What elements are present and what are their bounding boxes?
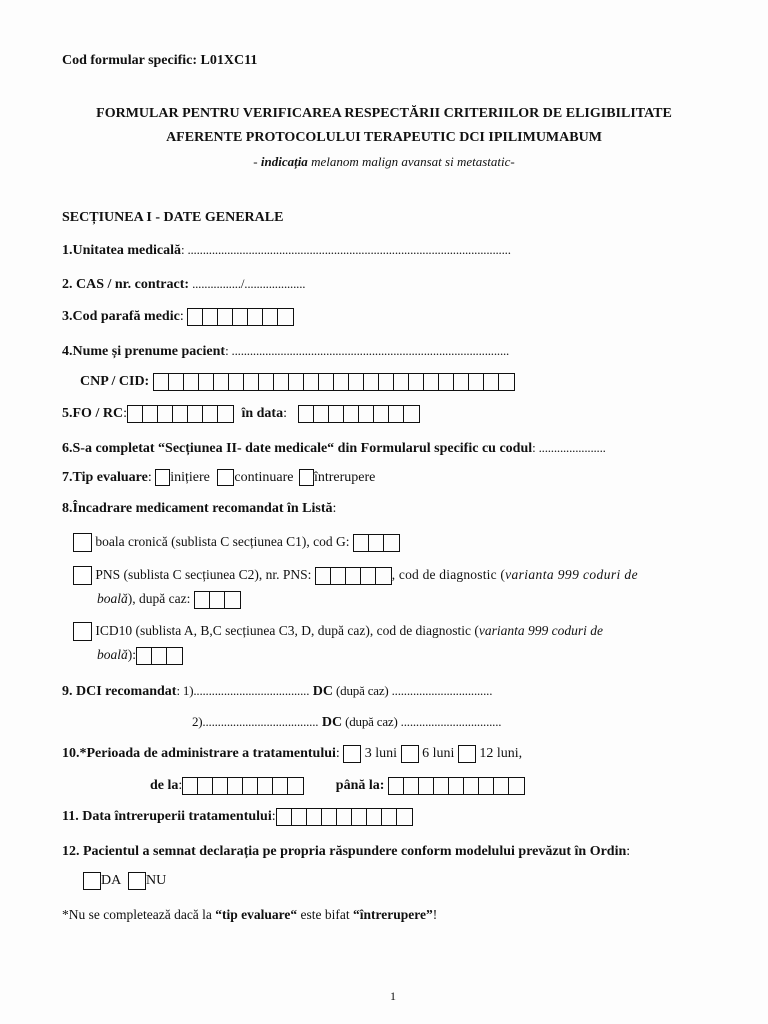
- field-perioada-date: de la: până la:: [150, 777, 525, 795]
- 12-luni-checkbox[interactable]: [458, 745, 476, 763]
- field-perioada-administrare: 10.*Perioada de administrare a tratamentului: 3 luni 6 luni 12 luni,: [62, 746, 523, 762]
- option-icd10-line2: boală):: [97, 646, 183, 665]
- field-cas-contract: 2. CAS / nr. contract: ................/....................: [62, 276, 306, 292]
- field-incadrare-medicament: 8.Încadrare medicament recomandat în Listă:: [62, 501, 337, 516]
- option-boala-cronica: boala cronică (sublista C secțiunea C1), cod G:: [73, 533, 400, 552]
- cas-contract-input[interactable]: ................/....................: [189, 276, 306, 291]
- option-icd10: ICD10 (sublista A, B,C secțiunea C3, D, după caz), cod de diagnostic (varianta 999 coduri de: [73, 622, 603, 641]
- page-number: 1: [390, 989, 396, 1003]
- field-nume-pacient: 4.Nume și prenume pacient: ...........................................................................................: [62, 343, 510, 359]
- sectiunea-ii-code-input[interactable]: : ......................: [532, 440, 606, 455]
- pana-la-boxes[interactable]: [388, 777, 525, 795]
- form-title-line1: FORMULAR PENTRU VERIFICAREA RESPECTĂRII CRITERIILOR DE ELIGIBILITATE: [96, 106, 672, 121]
- field-cod-parafa: 3.Cod parafă medic:: [62, 308, 294, 326]
- 3-luni-checkbox[interactable]: [343, 745, 361, 763]
- field-dci-recomandat-2: 2)...................................... DC (după caz) .................................: [192, 714, 502, 730]
- boala-cronica-checkbox[interactable]: [73, 533, 92, 552]
- cod-g-boxes[interactable]: [353, 534, 400, 552]
- footnote: *Nu se completează dacă la “tip evaluare“ este bifat “întrerupere”!: [62, 907, 438, 922]
- fo-rc-boxes[interactable]: [127, 405, 234, 423]
- continuare-checkbox[interactable]: [217, 469, 234, 486]
- field-cnp: CNP / CID:: [80, 373, 515, 391]
- pns-diag-boxes[interactable]: [194, 591, 241, 609]
- field-sectiunea-ii: 6.S-a completat “Secțiunea II- date medicale“ din Formularul specific cu codul: ......................: [62, 440, 606, 456]
- field-declaratie-options: DA NU: [83, 872, 166, 890]
- 6-luni-checkbox[interactable]: [401, 745, 419, 763]
- field-data-intreruperii: 11. Data întreruperii tratamentului:: [62, 808, 413, 826]
- intrerupere-checkbox[interactable]: [299, 469, 314, 486]
- field-fo-rc: 5.FO / RC: în data:: [62, 405, 420, 423]
- field-unitate-medicala: 1.Unitatea medicală: ..........................................................................................................: [62, 242, 511, 258]
- dci-2-input[interactable]: 2)......................................: [192, 714, 319, 729]
- form-code: Cod formular specific: L01XC11: [62, 53, 258, 68]
- field-dci-recomandat-1: 9. DCI recomandat: 1)...................................... DC (după caz) .................................: [62, 683, 493, 699]
- nr-pns-boxes[interactable]: [315, 567, 392, 585]
- dc-1-input[interactable]: (după caz) .................................: [333, 683, 493, 698]
- dci-1-input[interactable]: : 1)......................................: [176, 683, 310, 698]
- nu-checkbox[interactable]: [128, 872, 146, 890]
- form-subtitle: - indicația melanom malign avansat si metastatic-: [253, 154, 515, 169]
- option-pns: PNS (sublista C secțiunea C2), nr. PNS: , cod de diagnostic (varianta 999 coduri de: [73, 566, 729, 585]
- option-pns-line2: boală), după caz:: [97, 590, 241, 609]
- da-checkbox[interactable]: [83, 872, 101, 890]
- de-la-boxes[interactable]: [182, 777, 304, 795]
- icd10-diag-boxes[interactable]: [136, 647, 183, 665]
- cnp-boxes[interactable]: [153, 373, 515, 391]
- nume-pacient-input[interactable]: : ...........................................................................................: [225, 343, 510, 358]
- field-declaratie: 12. Pacientul a semnat declarația pe propria răspundere conform modelului prevăzut în Ordin:: [62, 844, 631, 859]
- initiere-checkbox[interactable]: [155, 469, 170, 486]
- fo-rc-date-boxes[interactable]: [298, 405, 420, 423]
- dc-2-input[interactable]: (după caz) .................................: [342, 714, 502, 729]
- unitate-medicala-input[interactable]: : ..........................................................................................................: [180, 242, 511, 257]
- icd10-checkbox[interactable]: [73, 622, 92, 641]
- form-title-line2: AFERENTE PROTOCOLULUI TERAPEUTIC DCI IPILIMUMABUM: [166, 130, 602, 145]
- section-heading: SECȚIUNEA I - DATE GENERALE: [62, 210, 284, 225]
- cod-parafa-boxes[interactable]: [187, 308, 294, 326]
- pns-checkbox[interactable]: [73, 566, 92, 585]
- field-tip-evaluare: 7.Tip evaluare: inițiere continuare întrerupere: [62, 470, 376, 485]
- data-intreruperii-boxes[interactable]: [276, 808, 413, 826]
